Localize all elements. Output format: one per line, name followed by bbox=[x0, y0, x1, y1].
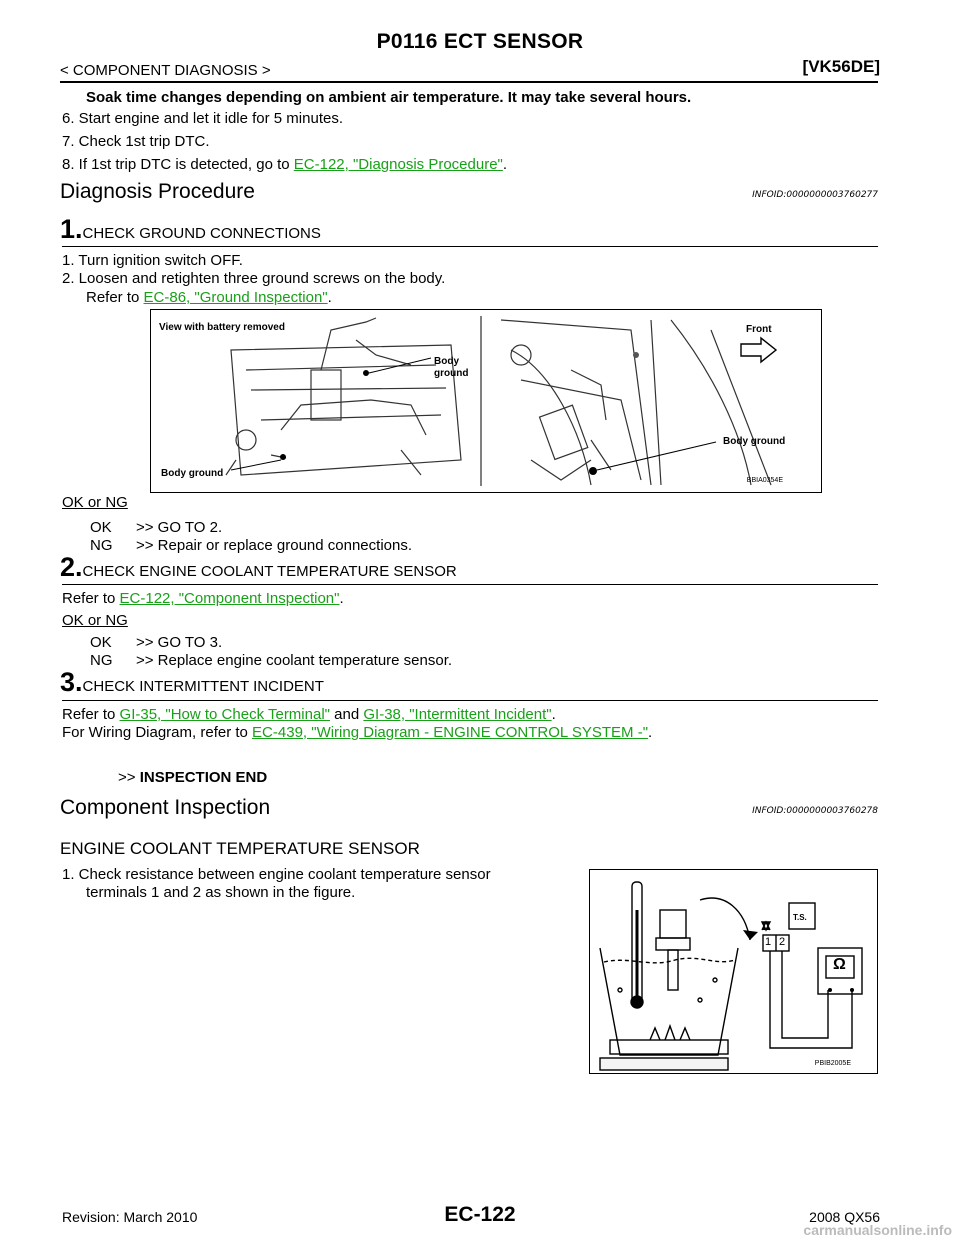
soak-note: Soak time changes depending on ambient air temperature. It may take several hours. bbox=[86, 89, 692, 106]
step-1-ng-label: NG bbox=[90, 537, 113, 554]
wiring-diagram-link[interactable]: EC-439, "Wiring Diagram - ENGINE CONTROL SYSTEM -" bbox=[252, 724, 649, 741]
step-2-ng-label: NG bbox=[90, 652, 113, 669]
ground-screw-figure bbox=[150, 309, 822, 493]
step-1-ok-label: OK bbox=[90, 519, 112, 536]
step-1-title: CHECK GROUND CONNECTIONS bbox=[82, 225, 321, 242]
body-ground-label-1: Body bbox=[434, 356, 459, 367]
front-label: Front bbox=[746, 324, 772, 335]
step-2-refer-suffix: . bbox=[339, 590, 344, 607]
diagnosis-title: Diagnosis Procedure bbox=[60, 180, 255, 203]
ground-inspection-link[interactable]: EC-86, "Ground Inspection" bbox=[143, 289, 328, 306]
step-7: 7. Check 1st trip DTC. bbox=[62, 133, 210, 150]
component-step-1-line-2: terminals 1 and 2 as shown in the figure. bbox=[86, 884, 356, 901]
step-1-line-1: 1. Turn ignition switch OFF. bbox=[62, 252, 243, 269]
terminal-1-label: 1 bbox=[765, 936, 772, 948]
step-1-okng: OK or NG bbox=[62, 494, 128, 511]
ground-figure-drawing bbox=[151, 310, 821, 492]
step-1-line-2: 2. Loosen and retighten three ground screws on the body. bbox=[62, 270, 446, 287]
step-3-wiring bbox=[62, 724, 652, 742]
step-1-number: 1. bbox=[60, 214, 83, 244]
intermittent-incident-link[interactable]: GI-38, "Intermittent Incident" bbox=[363, 706, 552, 723]
footer-watermark: carmanualsonline.info bbox=[803, 1222, 952, 1238]
step-2-okng: OK or NG bbox=[62, 612, 128, 629]
section-label: < COMPONENT DIAGNOSIS > bbox=[60, 62, 271, 79]
component-subtitle: ENGINE COOLANT TEMPERATURE SENSOR bbox=[60, 839, 420, 858]
step-2-ok-action: >> GO TO 3. bbox=[136, 634, 223, 651]
diagnosis-infoid: INFOID:0000000003760277 bbox=[752, 190, 878, 200]
footer-revision: Revision: March 2010 bbox=[62, 1209, 198, 1225]
step-8-prefix: 8. If 1st trip DTC is detected, go to bbox=[62, 156, 294, 173]
step-3-wiring-suffix: . bbox=[648, 724, 653, 741]
step-1-ok-action: >> GO TO 2. bbox=[136, 519, 223, 536]
step-2-ng-action: >> Replace engine coolant temperature sensor. bbox=[136, 652, 453, 669]
inspection-end-label: INSPECTION END bbox=[139, 769, 268, 786]
step-3-heading bbox=[60, 667, 324, 698]
step-3-refer-mid: and bbox=[329, 706, 364, 723]
how-to-check-terminal-link[interactable]: GI-35, "How to Check Terminal" bbox=[119, 706, 330, 723]
terminal-2-label: 2 bbox=[779, 936, 786, 948]
body-ground-label-top bbox=[434, 356, 468, 380]
step-2-title: CHECK ENGINE COOLANT TEMPERATURE SENSOR bbox=[82, 563, 457, 580]
component-infoid: INFOID:0000000003760278 bbox=[752, 806, 878, 816]
figure-2-code: PBIB2005E bbox=[814, 1060, 851, 1067]
step-3-refer bbox=[62, 706, 556, 724]
sensor-test-figure bbox=[589, 869, 878, 1074]
bolt-center-icon bbox=[363, 370, 369, 376]
step-2-rule bbox=[62, 584, 878, 585]
body-ground-label-left: Body ground bbox=[161, 468, 224, 479]
step-3-wiring-prefix: For Wiring Diagram, refer to bbox=[62, 724, 253, 741]
step-1-rule bbox=[62, 246, 878, 247]
bolt-left-icon bbox=[280, 454, 286, 460]
footer-page-number: EC-122 bbox=[444, 1203, 516, 1226]
figure-1-code: BBIA0354E bbox=[746, 477, 783, 484]
header-rule bbox=[60, 81, 878, 83]
ts-label: T.S. bbox=[793, 913, 807, 922]
step-2-heading bbox=[60, 552, 457, 583]
step-3-refer-prefix: Refer to bbox=[62, 706, 120, 723]
ohm-icon: Ω bbox=[833, 956, 846, 973]
step-1-refer bbox=[86, 289, 332, 307]
engine-label: [VK56DE] bbox=[802, 57, 880, 76]
body-ground-label-right: Body ground bbox=[723, 436, 786, 447]
component-inspection-link[interactable]: EC-122, "Component Inspection" bbox=[119, 590, 340, 607]
component-title: Component Inspection bbox=[60, 796, 271, 819]
step-3-title: CHECK INTERMITTENT INCIDENT bbox=[82, 678, 324, 695]
page-title: P0116 ECT SENSOR bbox=[376, 30, 584, 53]
step-8 bbox=[62, 156, 507, 174]
inspection-end-arrow: >> bbox=[118, 769, 136, 786]
step-2-number: 2. bbox=[60, 552, 83, 582]
step-3-rule bbox=[62, 700, 878, 701]
step-1-refer-prefix: Refer to bbox=[86, 289, 144, 306]
figure-caption: View with battery removed bbox=[159, 322, 285, 333]
step-3-number: 3. bbox=[60, 667, 83, 697]
step-1-refer-suffix: . bbox=[327, 289, 332, 306]
step-1-ng-action: >> Repair or replace ground connections. bbox=[136, 537, 413, 554]
footer-model: 2008 QX56 bbox=[809, 1209, 880, 1225]
body-ground-label-2: ground bbox=[434, 368, 469, 379]
front-arrow-icon bbox=[741, 338, 776, 362]
step-2-refer-prefix: Refer to bbox=[62, 590, 120, 607]
step-2-refer bbox=[62, 590, 344, 608]
bolt-right-icon bbox=[589, 467, 597, 475]
step-8-suffix: . bbox=[502, 156, 508, 173]
step-6: 6. Start engine and let it idle for 5 minutes. bbox=[62, 110, 343, 127]
component-step-1-line-1: 1. Check resistance between engine coolant temperature sensor bbox=[62, 866, 491, 883]
diagnosis-procedure-link[interactable]: EC-122, "Diagnosis Procedure" bbox=[293, 156, 503, 173]
step-3-refer-suffix: . bbox=[551, 706, 556, 723]
inspection-end bbox=[118, 769, 267, 787]
step-2-ok-label: OK bbox=[90, 634, 112, 651]
curved-arrow-icon bbox=[743, 930, 758, 940]
step-1-heading bbox=[60, 214, 321, 245]
